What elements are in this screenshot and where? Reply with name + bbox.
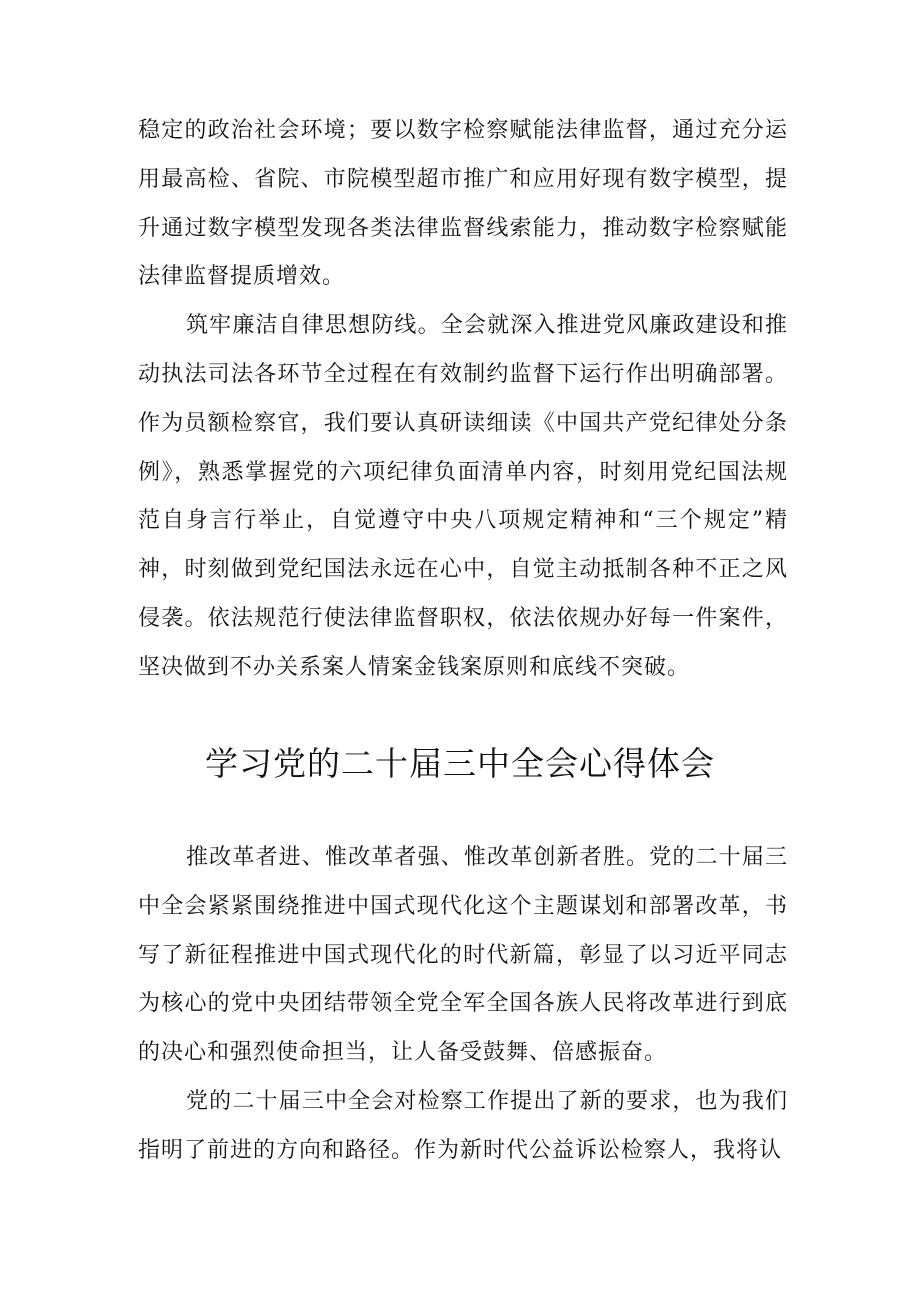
procuratorial-paragraph: 党的二十届三中全会对检察工作提出了新的要求，也为我们指明了前进的方向和路径。作为新时代公益诉讼检察人，我将认 xyxy=(138,1088,788,1163)
integrity-paragraph: 筑牢廉洁自律思想防线。全会就深入推进党风廉政建设和推动执法司法各环节全过程在有效制约监督下运行作出明确部署。作为员额检察官，我们要认真研读细读《中国共产党纪律处分条例》，熟悉掌握党的六项纪律负面清单内容，时刻用党纪国法规范自身言行举止，自觉遵守中央八项规定精神和“三个规定”精神，时刻做到党纪国法永远在心中，自觉主动抵制各种不正之风侵袭。依法规范行使法律监督职权，依法依规办好每一件案件，坚决做到不办关系案人情案金钱案原则和底线不突破。 xyxy=(138,313,788,680)
top-text-section xyxy=(138,107,788,693)
article-heading: 学习党的二十届三中全会心得体会 xyxy=(205,744,715,783)
reform-paragraph: 推改革者进、惟改革者强、惟改革创新者胜。党的二十届三中全会紧紧围绕推进中国式现代化这个主题谋划和部署改革，书写了新征程推进中国式现代化的时代新篇，彰显了以习近平同志为核心的党中央团结带领全党全军全国各族人民将改革进行到底的决心和强烈使命担当，让人备受鼓舞、倍感振奋。 xyxy=(138,845,788,1066)
bottom-text-section xyxy=(138,834,788,1176)
continued-paragraph: 稳定的政治社会环境；要以数字检察赋能法律监督，通过充分运用最高检、省院、市院模型超市推广和应用好现有数字模型，提升通过数字模型发现各类法律监督线索能力，推动数字检察赋能法律监督提质增效。 xyxy=(138,118,788,290)
